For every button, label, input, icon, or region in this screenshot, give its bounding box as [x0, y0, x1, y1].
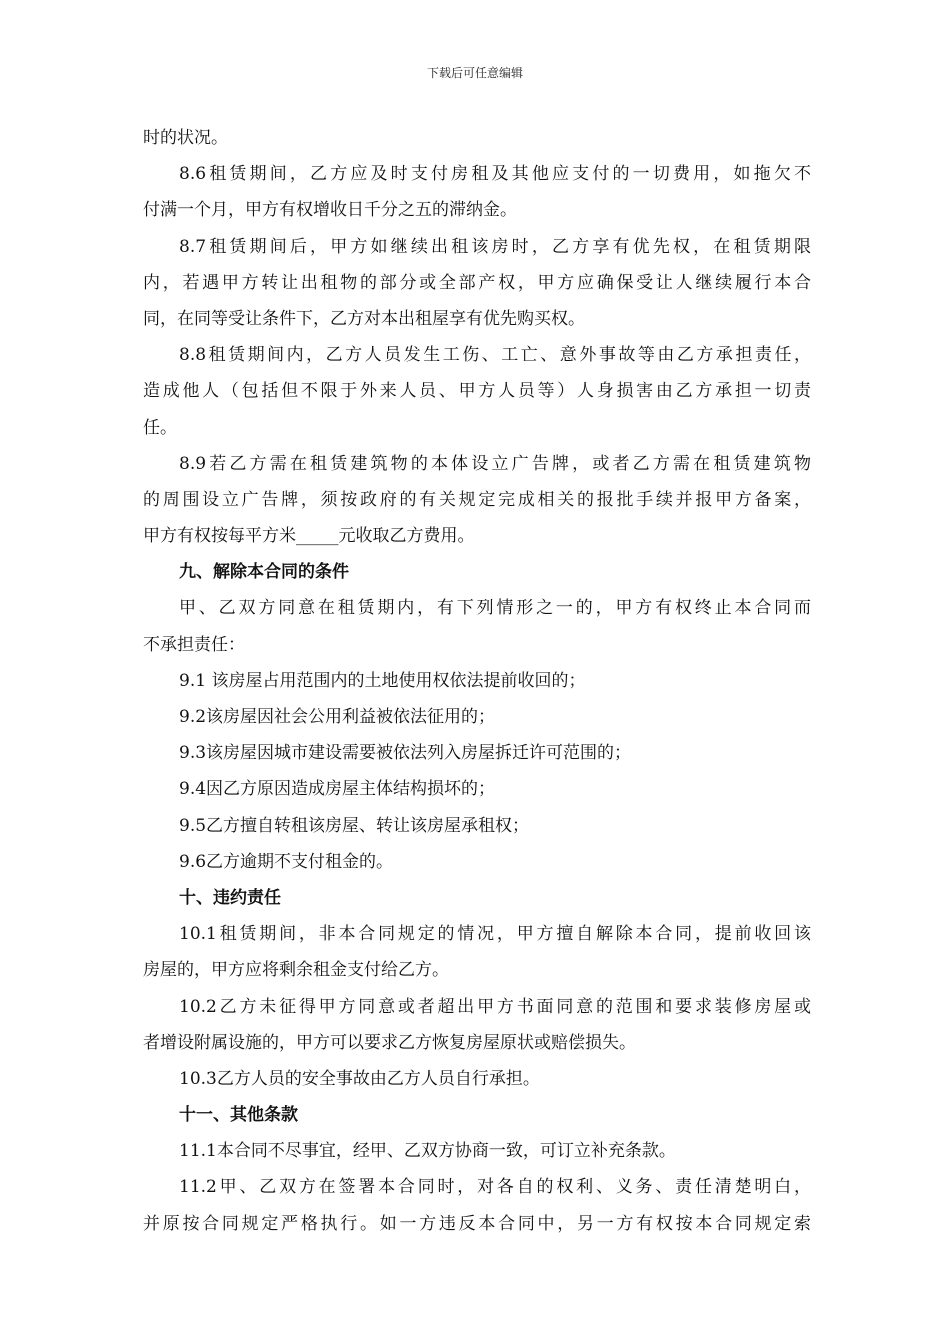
paragraph-line: 者增设附属设施的，甲方可以要求乙方恢复房屋原状或赔偿损失。 — [143, 1032, 636, 1053]
paragraph-line: 9.3该房屋因城市建设需要被依法列入房屋拆迁许可范围的； — [179, 743, 632, 764]
section-heading: 十一、其他条款 — [179, 1105, 298, 1126]
document-body — [143, 120, 811, 1242]
paragraph-line: 10.2乙方未征得甲方同意或者超出甲方书面同意的范围和要求装修房屋或 — [179, 996, 811, 1017]
paragraph-line: 9.2该房屋因社会公用利益被依法征用的； — [179, 707, 496, 727]
paragraph-line: 10.1租赁期间，非本合同规定的情况，甲方擅自解除本合同，提前收回该 — [179, 924, 811, 945]
paragraph-line: 造成他人（包括但不限于外来人员、甲方人员等）人身损害由乙方承担一切责 — [143, 381, 811, 402]
paragraph-line: 9.4因乙方原因造成房屋主体结构损坏的； — [179, 779, 496, 800]
paragraph-line: 8.8租赁期间内，乙方人员发生工伤、工亡、意外事故等由乙方承担责任， — [179, 345, 811, 366]
paragraph-line: 11.1本合同不尽事宜，经甲、乙双方协商一致，可订立补充条款。 — [179, 1141, 676, 1162]
paragraph-line: 甲、乙双方同意在租赁期内，有下列情形之一的，甲方有权终止本合同而 — [179, 598, 811, 619]
paragraph-line: 9.1 该房屋占用范围内的土地使用权依法提前收回的； — [179, 670, 586, 691]
paragraph-line: 的周围设立广告牌，须按政府的有关规定完成相关的报批手续并报甲方备案， — [143, 489, 811, 510]
paragraph-line: 甲方有权按每平方米_____元收取乙方费用。 — [143, 526, 475, 547]
paragraph-line: 房屋的，甲方应将剩余租金支付给乙方。 — [143, 960, 449, 981]
paragraph-line: 8.6租赁期间，乙方应及时支付房租及其他应支付的一切费用，如拖欠不 — [179, 164, 811, 185]
paragraph-line: 11.2甲、乙双方在签署本合同时，对各自的权利、义务、责任清楚明白， — [179, 1177, 811, 1198]
section-heading: 九、解除本合同的条件 — [179, 562, 349, 583]
paragraph-line: 9.5乙方擅自转租该房屋、转让该房屋承租权； — [179, 815, 530, 836]
paragraph-line: 不承担责任： — [143, 634, 245, 655]
paragraph-line: 10.3乙方人员的安全事故由乙方人员自行承担。 — [179, 1068, 540, 1089]
paragraph-line: 付满一个月，甲方有权增收日千分之五的滞纳金。 — [143, 200, 517, 221]
paragraph-line: 并原按合同规定严格执行。如一方违反本合同中，另一方有权按本合同规定索 — [143, 1213, 811, 1234]
paragraph-line: 同，在同等受让条件下，乙方对本出租屋享有优先购买权。 — [143, 308, 585, 329]
paragraph-line: 8.9若乙方需在租赁建筑物的本体设立广告牌，或者乙方需在租赁建筑物 — [179, 453, 811, 474]
paragraph-line: 内，若遇甲方转让出租物的部分或全部产权，甲方应确保受让人继续履行本合 — [143, 272, 811, 293]
paragraph-line: 时的状况。 — [143, 128, 228, 148]
page-header: 下载后可任意编辑 — [426, 66, 523, 80]
paragraph-line: 9.6乙方逾期不支付租金的。 — [179, 851, 394, 872]
paragraph-line: 任。 — [143, 417, 177, 438]
section-heading: 十、违约责任 — [179, 887, 281, 908]
paragraph-line: 8.7租赁期间后，甲方如继续出租该房时，乙方享有优先权，在租赁期限 — [179, 236, 811, 257]
